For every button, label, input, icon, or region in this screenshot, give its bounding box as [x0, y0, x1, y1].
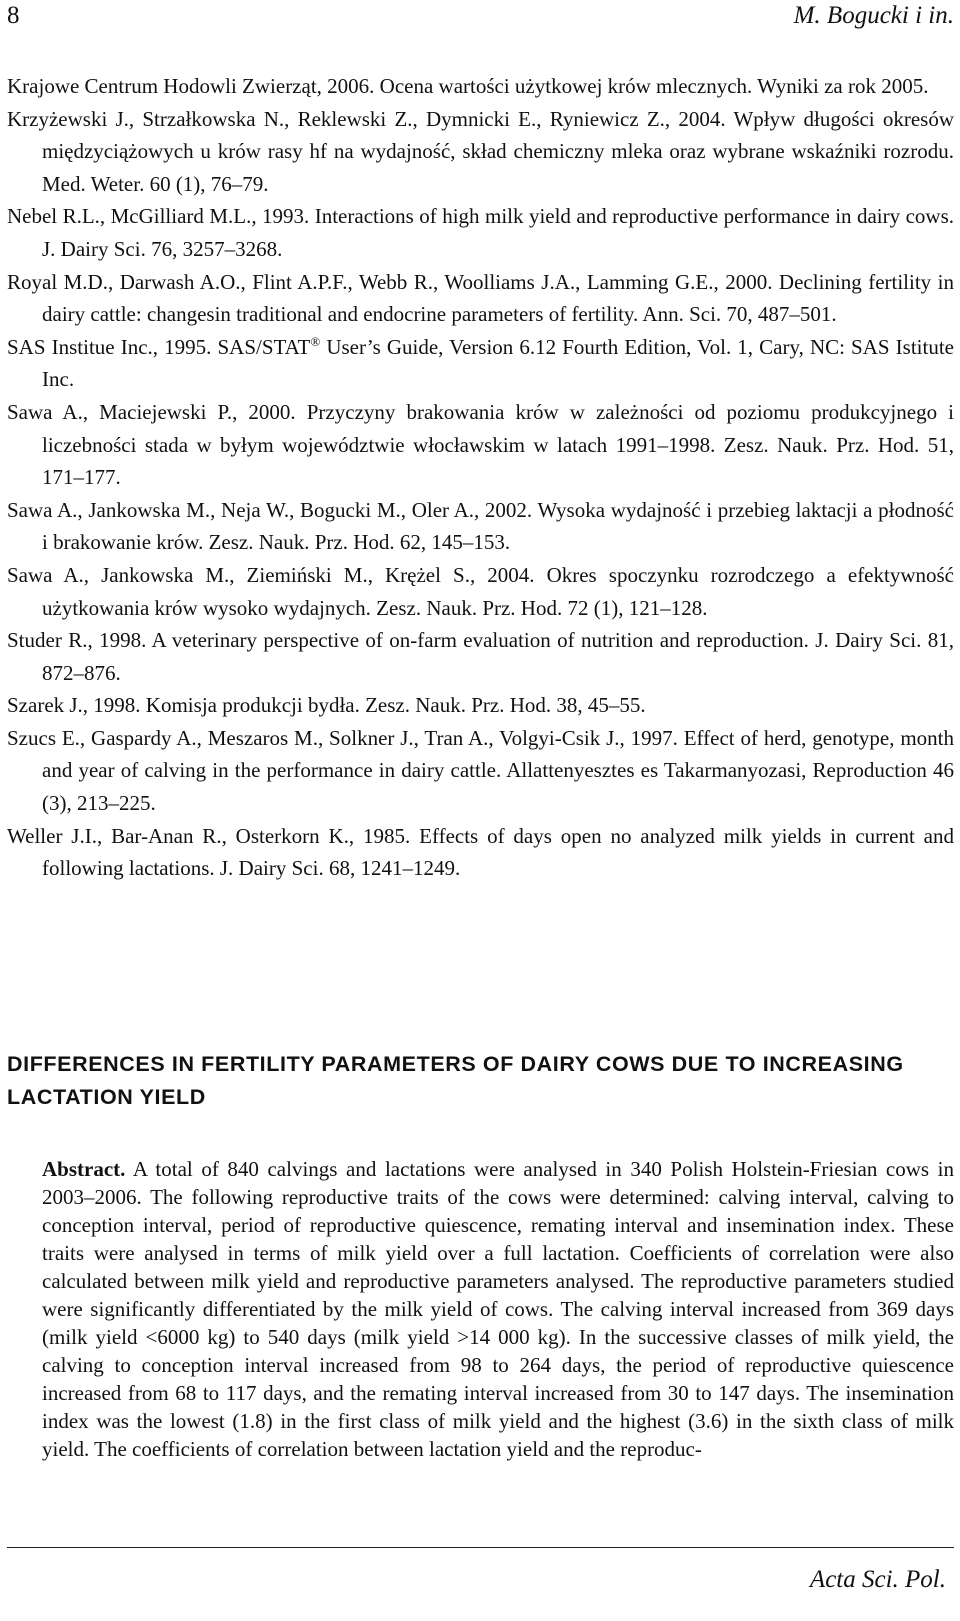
reference-list — [7, 70, 954, 885]
reference-sas-start: SAS Institue Inc., 1995. SAS/STAT — [7, 334, 311, 359]
reference-entry: Sawa A., Jankowska M., Ziemiński M., Krężel S., 2004. Okres spoczynku rozrodczego a efektywność użytkowania krów wysoko wydajnych. Zesz. Nauk. Prz. Hod. 72 (1), 121–128. — [7, 562, 954, 620]
abstract-label: Abstract. — [42, 1157, 126, 1181]
reference-entry: Nebel R.L., McGilliard M.L., 1993. Interactions of high milk yield and reproductive performance in dairy cows. J. Dairy Sci. 76, 3257–3268. — [7, 204, 954, 261]
reference-entry: Szucs E., Gaspardy A., Meszaros M., Solkner J., Tran A., Volgyi-Csik J., 1997. Effect of herd, genotype, month and year of calving in the performance in dairy cattle. Allattenyesztes es Takarmanyozasi, Reproduction 46 (3), 213–225. — [7, 725, 954, 816]
reference-entry: Sawa A., Jankowska M., Neja W., Bogucki M., Oler A., 2002. Wysoka wydajność i przebieg laktacji a płodność i brakowanie krów. Zesz. Nauk. Prz. Hod. 62, 145–153. — [7, 497, 954, 555]
reference-entry: Weller J.I., Bar-Anan R., Osterkorn K., 1985. Effects of days open no analyzed milk yields in current and following lactations. J. Dairy Sci. 68, 1241–1249. — [7, 823, 954, 881]
page-number: 8 — [7, 2, 20, 29]
abstract-text: A total of 840 calvings and lactations were analysed in 340 Polish Holstein-Friesian cows in 2003–2006. The following reproductive traits of the cows were determined: calving interval, calving to conception interval, period of reproductive quiescence, remating interval and insemination index. These traits were analysed in terms of milk yield over a full lactation. Coefficients of correlation were also calculated between milk yield and reproductive parameters analysed. The reproductive parameters studied were significantly differentiated by the milk yield of cows. The calving interval increased from 369 days (milk yield <6000 kg) to 540 days (milk yield >14 000 kg). In the successive classes of milk yield, the calving to conception interval increased from 98 to 264 days, the period of reproductive quiescence increased from 68 to 117 days, and the remating interval increased from 30 to 147 days. The insemination index was the lowest (1.8) in the first class of milk yield and the highest (3.6) in the sixth class of milk yield. The coefficients of correlation between lactation yield and the reproduc- — [42, 1157, 954, 1461]
reference-entry: Royal M.D., Darwash A.O., Flint A.P.F., Webb R., Woolliams J.A., Lamming G.E., 2000. Declining fertility in dairy cattle: changesin traditional and endocrine parameters of fertility. Ann. Sci. 70, 487–501. — [7, 269, 954, 327]
registered-mark: ® — [310, 333, 321, 349]
reference-sas-end: User’s Guide, Version 6.12 Fourth Edition, Vol. 1, Cary, NC: SAS Istitute Inc. — [42, 334, 954, 392]
reference-entry: Szarek J., 1998. Komisja produkcji bydła. Zesz. Nauk. Prz. Hod. 38, 45–55. — [7, 693, 646, 718]
footer-journal-name: Acta Sci. Pol. — [809, 1566, 946, 1593]
reference-entry-sas — [7, 331, 954, 396]
reference-entry: Krajowe Centrum Hodowli Zwierząt, 2006. Ocena wartości użytkowej krów mlecznych. Wyniki za rok 2005. — [7, 74, 929, 98]
reference-entry: Sawa A., Maciejewski P., 2000. Przyczyny brakowania krów w zależności od poziomu produkcyjnego i liczebności stada w byłym województwie włocławskim w latach 1991–1998. Zesz. Nauk. Prz. Hod. 51, 171–177. — [7, 399, 954, 490]
reference-entry: Krzyżewski J., Strzałkowska N., Reklewski Z., Dymnicki E., Ryniewicz Z., 2004. Wpływ długości okresów międzyciążowych u krów rasy hf na wydajność, skład chemiczny mleka oraz wybrane wskaźniki rozrodu. Med. Weter. 60 (1), 76–79. — [7, 106, 954, 196]
reference-entry: Studer R., 1998. A veterinary perspective of on-farm evaluation of nutrition and reproduction. J. Dairy Sci. 81, 872–876. — [7, 628, 954, 685]
article-title: DIFFERENCES IN FERTILITY PARAMETERS OF DAIRY COWS DUE TO INCREASING LACTATION YIELD — [7, 1052, 904, 1109]
footer-divider — [7, 1547, 954, 1548]
running-head-authors: M. Bogucki i in. — [793, 2, 954, 29]
abstract — [42, 1155, 954, 1463]
page-header — [7, 0, 954, 50]
